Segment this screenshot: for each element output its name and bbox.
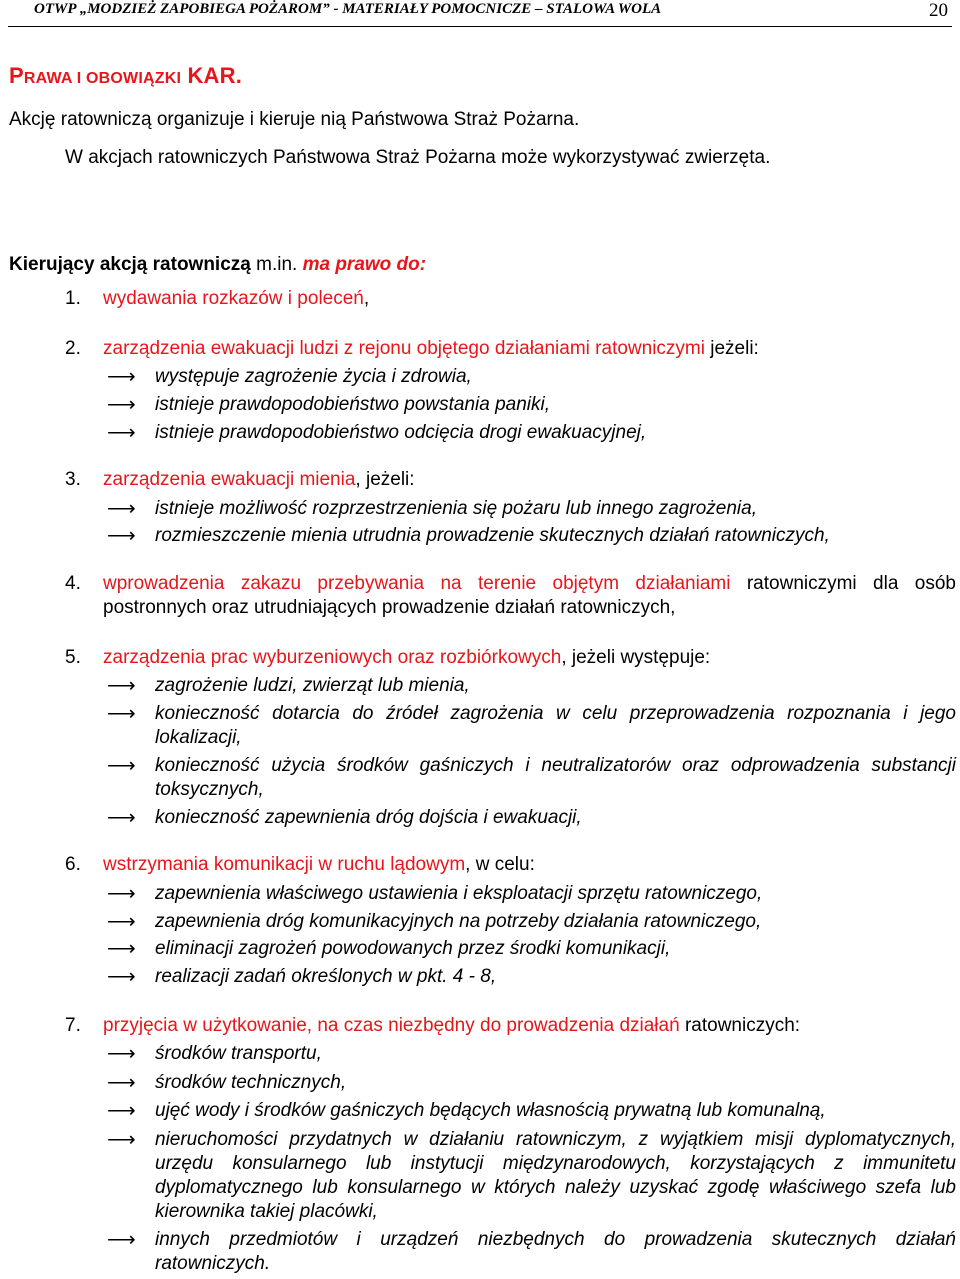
sub-item: zapewnienia dróg komunikacyjnych na potrzeby działania ratowniczego, <box>155 911 762 932</box>
item-1-red: wydawania rozkazów i poleceń <box>103 288 364 309</box>
page-number: 20 <box>929 0 948 21</box>
arrow-icon: ⟶ <box>107 394 136 416</box>
item-1-rest: , <box>363 288 370 309</box>
title-end: KAR. <box>181 63 243 88</box>
item-3-rest: , jeżeli: <box>355 469 415 490</box>
title-initial: P <box>9 63 24 88</box>
item-4-text <box>103 572 956 620</box>
section-title <box>9 62 242 93</box>
sub-item: zagrożenie ludzi, zwierząt lub mienia, <box>155 675 470 696</box>
arrow-icon: ⟶ <box>107 755 136 777</box>
item-3-red: zarządzenia ewakuacji mienia <box>103 469 356 490</box>
arrow-icon: ⟶ <box>107 703 136 725</box>
item-4-rest: ratowniczymi dla osób postronnych oraz utrudniających prowadzenie działań ratowniczych, <box>103 573 956 618</box>
arrow-icon: ⟶ <box>107 1229 136 1251</box>
item-2-text <box>103 337 759 361</box>
item-5-red: zarządzenia prac wyburzeniowych oraz rozbiórkowych <box>103 647 562 668</box>
item-5-rest: , jeżeli występuje: <box>561 647 711 668</box>
sub-item: ujęć wody i środków gaśniczych będących własnością prywatną lub komunalną, <box>155 1100 826 1121</box>
sub-item: zapewnienia właściwego ustawienia i eksploatacji sprzętu ratowniczego, <box>155 883 763 904</box>
item-1-text <box>103 287 369 311</box>
arrow-icon: ⟶ <box>107 675 136 697</box>
item-number: 1. <box>65 288 81 309</box>
arrow-icon: ⟶ <box>107 911 136 933</box>
item-6-red: wstrzymania komunikacji w ruchu lądowym <box>103 854 466 875</box>
item-4-red: wprowadzenia zakazu przebywania na terenie objętym działaniami <box>103 573 731 594</box>
sub-item: rozmieszczenie mienia utrudnia prowadzenie skutecznych działań ratowniczych, <box>155 525 830 546</box>
sub-item: konieczność dotarcia do źródeł zagrożenia w celu przeprowadzenia rozpoznania i jego lokalizacji, <box>155 703 956 748</box>
item-2-rest: jeżeli: <box>704 338 759 359</box>
arrow-icon: ⟶ <box>107 938 136 960</box>
sub-item: innych przedmiotów i urządzeń niezbędnych do prowadzenia skutecznych działań ratowniczych. <box>155 1229 956 1274</box>
item-number: 4. <box>65 573 81 594</box>
sub-item: realizacji zadań określonych w pkt. 4 - 8, <box>155 966 497 987</box>
commander-line <box>9 253 426 277</box>
item-5-text <box>103 646 710 670</box>
arrow-icon: ⟶ <box>107 525 136 547</box>
item-7-rest: ratowniczych: <box>679 1015 801 1036</box>
sub-item: istnieje prawdopodobieństwo powstania paniki, <box>155 394 551 415</box>
title-small-caps: RAWA I OBOWIĄZKI <box>23 70 182 87</box>
sub-item: konieczność użycia środków gaśniczych i neutralizatorów oraz odprowadzenia substancji toksycznych, <box>155 755 956 800</box>
arrow-icon: ⟶ <box>107 1043 136 1065</box>
page-header <box>8 0 952 27</box>
item-number: 5. <box>65 647 81 668</box>
item-number: 3. <box>65 469 81 490</box>
item-number: 6. <box>65 854 81 875</box>
header-title: OTWP „MODZIEŻ ZAPOBIEGA POŻAROM” - MATERIAŁY POMOCNICZE – STALOWA WOLA <box>34 1 662 17</box>
item-7-text <box>103 1014 800 1038</box>
item-number: 7. <box>65 1015 81 1036</box>
sub-item: konieczność zapewnienia dróg dojścia i ewakuacji, <box>155 807 582 828</box>
sub-item: nieruchomości przydatnych w działaniu ratowniczym, z wyjątkiem misji dyplomatycznych, urzędu konsularnego lub instytucji międzynarodowych, korzystających z immunitetu dyplomatycznego lub konsularnego w których należy uzyskać zgodę właściwego szefa lub kierownika takiej placówki, <box>155 1129 956 1222</box>
item-6-rest: , w celu: <box>465 854 535 875</box>
commander-lead: Kierujący akcją ratowniczą <box>9 254 251 275</box>
arrow-icon: ⟶ <box>107 422 136 444</box>
commander-rights: ma prawo do: <box>302 254 427 275</box>
sub-item: występuje zagrożenie życia i zdrowia, <box>155 366 472 387</box>
arrow-icon: ⟶ <box>107 366 136 388</box>
item-number: 2. <box>65 338 81 359</box>
arrow-icon: ⟶ <box>107 498 136 520</box>
arrow-icon: ⟶ <box>107 807 136 829</box>
arrow-icon: ⟶ <box>107 966 136 988</box>
arrow-icon: ⟶ <box>107 1072 136 1094</box>
commander-mid: m.in. <box>250 254 303 275</box>
item-7-red: przyjęcia w użytkowanie, na czas niezbędny do prowadzenia działań <box>103 1015 680 1036</box>
item-2-red: zarządzenia ewakuacji ludzi z rejonu objętego działaniami ratowniczymi <box>103 338 705 359</box>
sub-item: środków transportu, <box>155 1043 322 1064</box>
arrow-icon: ⟶ <box>107 1100 136 1122</box>
intro-line-2: W akcjach ratowniczych Państwowa Straż Pożarna może wykorzystywać zwierzęta. <box>65 147 771 168</box>
sub-item: istnieje prawdopodobieństwo odcięcia drogi ewakuacyjnej, <box>155 422 647 443</box>
item-3-text <box>103 468 415 492</box>
sub-item: istnieje możliwość rozprzestrzenienia się pożaru lub innego zagrożenia, <box>155 498 757 519</box>
sub-item: eliminacji zagrożeń powodowanych przez środki komunikacji, <box>155 938 671 959</box>
intro-line-1: Akcję ratowniczą organizuje i kieruje nią Państwowa Straż Pożarna. <box>9 109 580 130</box>
arrow-icon: ⟶ <box>107 883 136 905</box>
item-6-text <box>103 853 535 877</box>
arrow-icon: ⟶ <box>107 1129 136 1151</box>
sub-item: środków technicznych, <box>155 1072 347 1093</box>
